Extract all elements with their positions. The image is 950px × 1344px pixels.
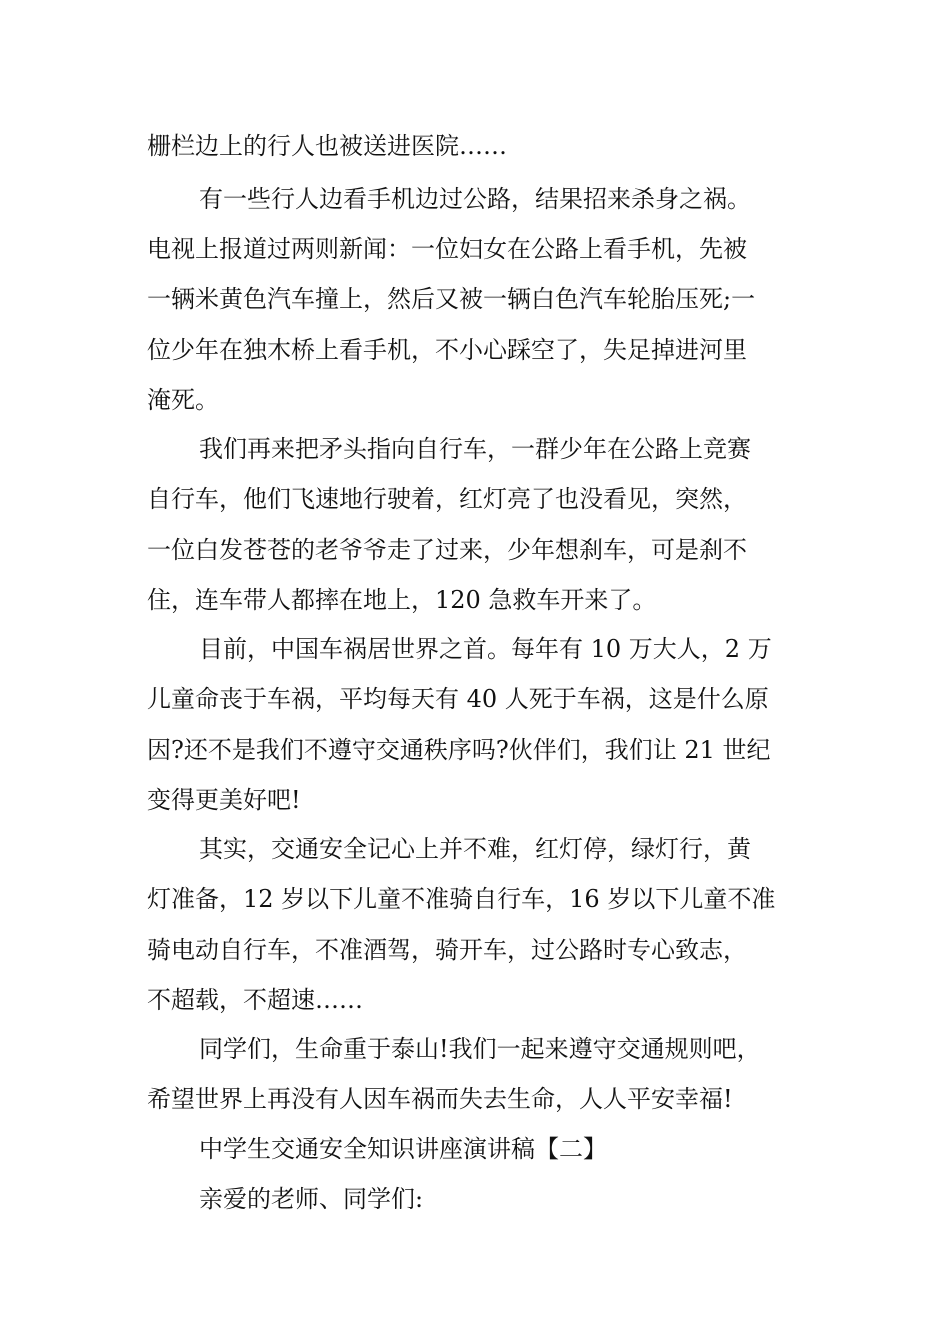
text-line: 灯准备，12 岁以下儿童不准骑自行车，16 岁以下儿童不准 (147, 885, 776, 913)
text-line: 希望世界上再没有人因车祸而失去生命，人人平安幸福! (147, 1085, 733, 1113)
text-line: 我们再来把矛头指向自行车，一群少年在公路上竞赛 (199, 435, 751, 463)
text-line: 一位白发苍苍的老爷爷走了过来，少年想刹车，可是刹不 (147, 536, 747, 564)
text-line: 因?还不是我们不遵守交通秩序吗?伙伴们，我们让 21 世纪 (147, 736, 771, 764)
text-line: 其实，交通安全记心上并不难，红灯停，绿灯行，黄 (199, 835, 751, 863)
text-line: 儿童命丧于车祸，平均每天有 40 人死于车祸，这是什么原 (147, 685, 769, 713)
text-line: 同学们，生命重于泰山!我们一起来遵守交通规则吧， (199, 1035, 761, 1063)
text-line: 骑电动自行车，不准酒驾，骑开车，过公路时专心致志， (147, 936, 747, 964)
text-line: 变得更美好吧! (147, 786, 301, 814)
text-line: 栅栏边上的行人也被送进医院…… (147, 132, 507, 160)
text-line: 电视上报道过两则新闻：一位妇女在公路上看手机，先被 (147, 235, 747, 263)
salutation: 亲爱的老师、同学们: (199, 1185, 424, 1213)
text-line: 位少年在独木桥上看手机，不小心踩空了，失足掉进河里 (147, 336, 747, 364)
text-line: 目前，中国车祸居世界之首。每年有 10 万大人，2 万 (199, 635, 772, 663)
text-line: 一辆米黄色汽车撞上，然后又被一辆白色汽车轮胎压死;一 (147, 285, 756, 313)
text-line: 有一些行人边看手机边过公路，结果招来杀身之祸。 (199, 185, 751, 213)
text-line: 淹死。 (147, 386, 219, 414)
text-line: 不超载，不超速…… (147, 986, 363, 1014)
section-heading: 中学生交通安全知识讲座演讲稿【二】 (199, 1135, 607, 1163)
text-line: 自行车，他们飞速地行驶着，红灯亮了也没看见，突然， (147, 485, 747, 513)
text-line: 住，连车带人都摔在地上，120 急救车开来了。 (147, 586, 657, 614)
